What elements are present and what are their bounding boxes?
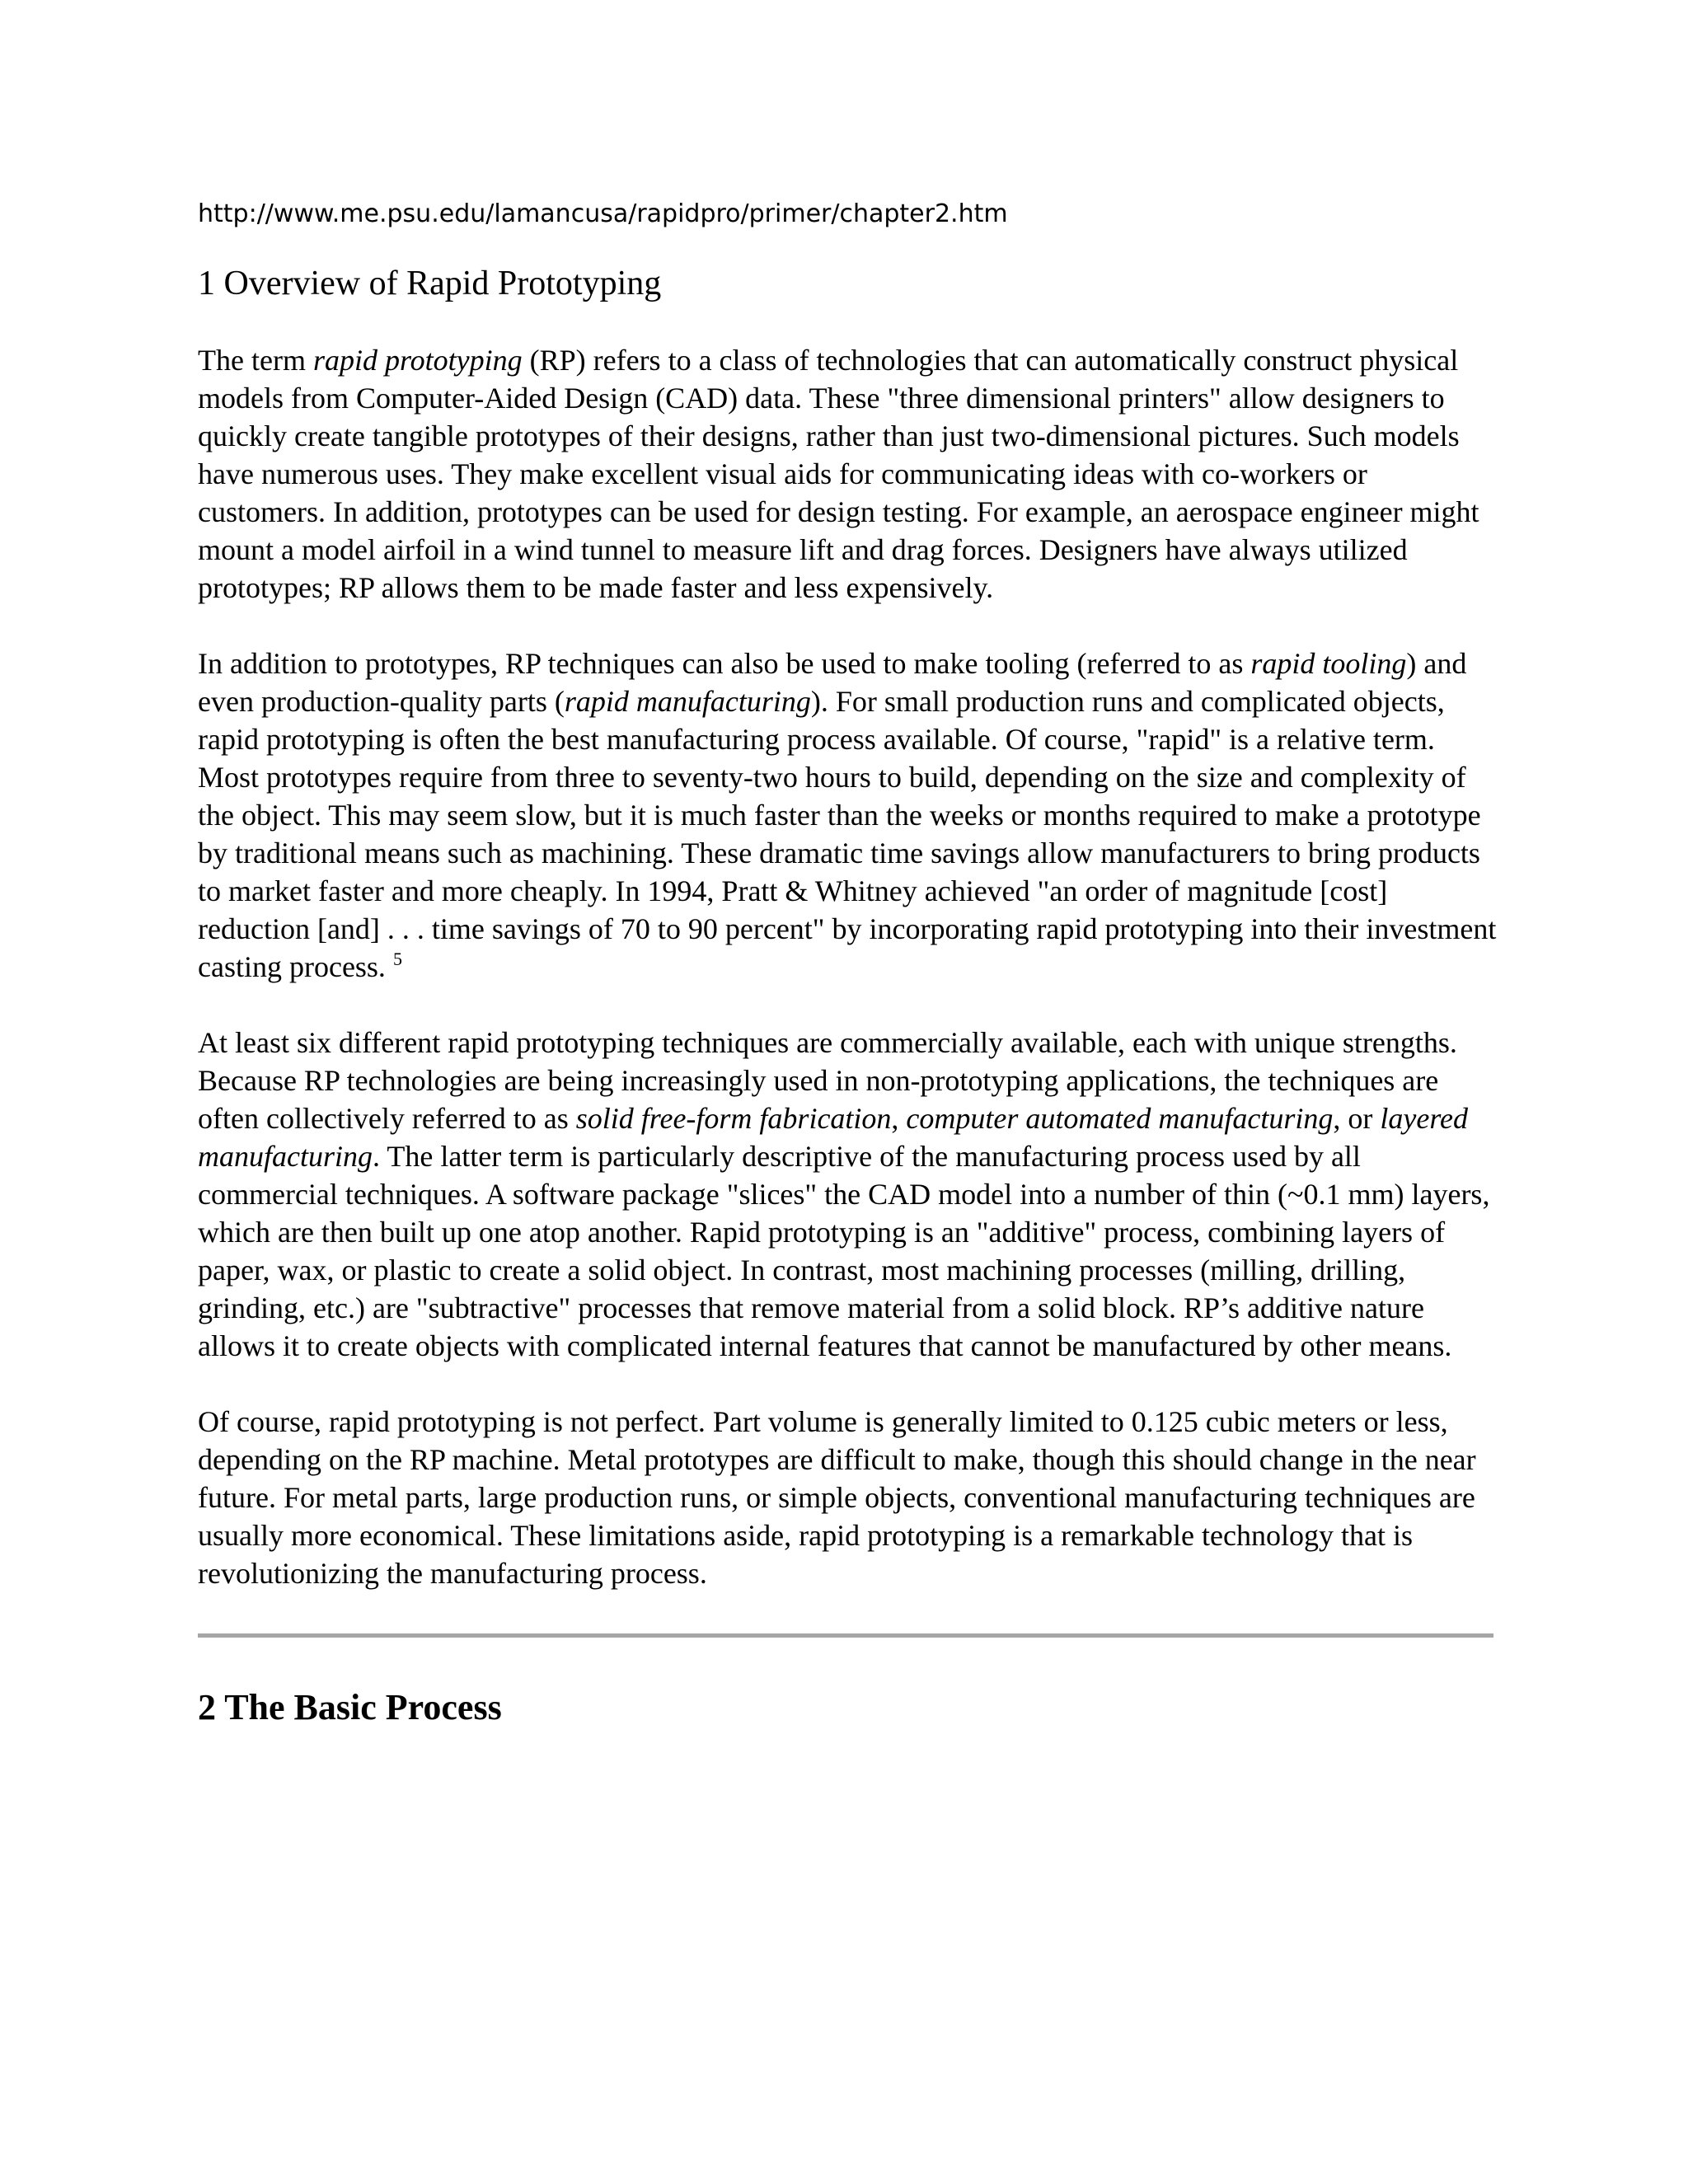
paragraph-3-text-d: . The latter term is particularly descriptive of the manufacturing process used by all commercial techniques. A software package "slices" the CAD model into a number of thin (~0.1 mm) layers, which are then built up one atop another. Rapid prototyping is an "additive" process, combining layers of paper, wax, or plastic to create a solid object. In contrast, most machining processes (milling, drilling, grinding, etc.) are "subtractive" processes that remove material from a solid block. RP’s additive nature allows it to create objects with complicated internal features that cannot be manufactured by other means.	[198, 1140, 1490, 1362]
source-url: http://www.me.psu.edu/lamancusa/rapidpro/primer/chapter2.htm	[198, 199, 1008, 228]
paragraph-1	[198, 341, 1500, 607]
footnote-reference: 5	[392, 949, 402, 969]
paragraph-3	[198, 1024, 1500, 1365]
paragraph-1-text-b: (RP) refers to a class of technologies that can automatically construct physical models from Computer-Aided Design (CAD) data. These "three dimensional printers" allow designers to quickly create tangible prototypes of their designs, rather than just two-dimensional pictures. Such models have numerous uses. They make excellent visual aids for communicating ideas with co-workers or customers. In addition, prototypes can be used for design testing. For example, an aerospace engineer might mount a model airfoil in a wind tunnel to measure lift and drag forces. Designers have always utilized prototypes; RP allows them to be made faster and less expensively.	[198, 344, 1479, 604]
paragraph-3-text-b: ,	[891, 1102, 907, 1135]
paragraph-1-text-a: The term	[198, 344, 313, 377]
paragraph-1-emphasis-a: rapid prototyping	[312, 344, 523, 377]
paragraph-3-text-c: , or	[1333, 1102, 1381, 1135]
paragraph-3-text-a: At least six different rapid prototyping techniques are commercially available, each with unique strengths. Because RP technologies are being increasingly used in non-prototyping applications, the techniques are often collectively referred to as	[198, 1026, 1457, 1135]
document-page	[198, 198, 1500, 1730]
paragraph-2-text-b: ) and even production-quality parts (	[198, 647, 1467, 718]
paragraph-4: Of course, rapid prototyping is not perfect. Part volume is generally limited to 0.125 cubic meters or less, depending on the RP machine. Metal prototypes are difficult to make, though this should change in the near future. For metal parts, large production runs, or simple objects, conventional manufacturing techniques are usually more economical. These limitations aside, rapid prototyping is a remarkable technology that is revolutionizing the manufacturing process.	[198, 1405, 1476, 1590]
paragraph-2-emphasis-b: rapid manufacturing	[564, 685, 811, 718]
paragraph-2-emphasis-a: rapid tooling	[1250, 647, 1407, 680]
heading-overview: 1 Overview of Rapid Prototyping	[198, 265, 662, 302]
paragraph-3-emphasis-c: layered manufacturing	[198, 1102, 1468, 1173]
heading-basic-process: 2 The Basic Process	[198, 1687, 502, 1727]
paragraph-2-text-c: ). For small production runs and complicated objects, rapid prototyping is often the best manufacturing process available. Of course, "rapid" is a relative term. Most prototypes require from three to seventy-two hours to build, depending on the size and complexity of the object. This may seem slow, but it is much faster than the weeks or months required to make a prototype by traditional means such as machining. These dramatic time savings allow manufacturers to bring products to market faster and more cheaply. In 1994, Pratt & Whitney achieved "an order of magnitude [cost] reduction [and] . . . time savings of 70 to 90 percent" by incorporating rapid prototyping into their investment casting process.	[198, 685, 1497, 983]
paragraph-2-text-a: In addition to prototypes, RP techniques can also be used to make tooling (referred to as	[198, 647, 1251, 680]
paragraph-3-emphasis-a: solid free-form fabrication	[575, 1102, 892, 1135]
horizontal-divider	[198, 1633, 1493, 1638]
paragraph-3-emphasis-b: computer automated manufacturing	[906, 1102, 1334, 1135]
paragraph-2	[198, 644, 1500, 986]
